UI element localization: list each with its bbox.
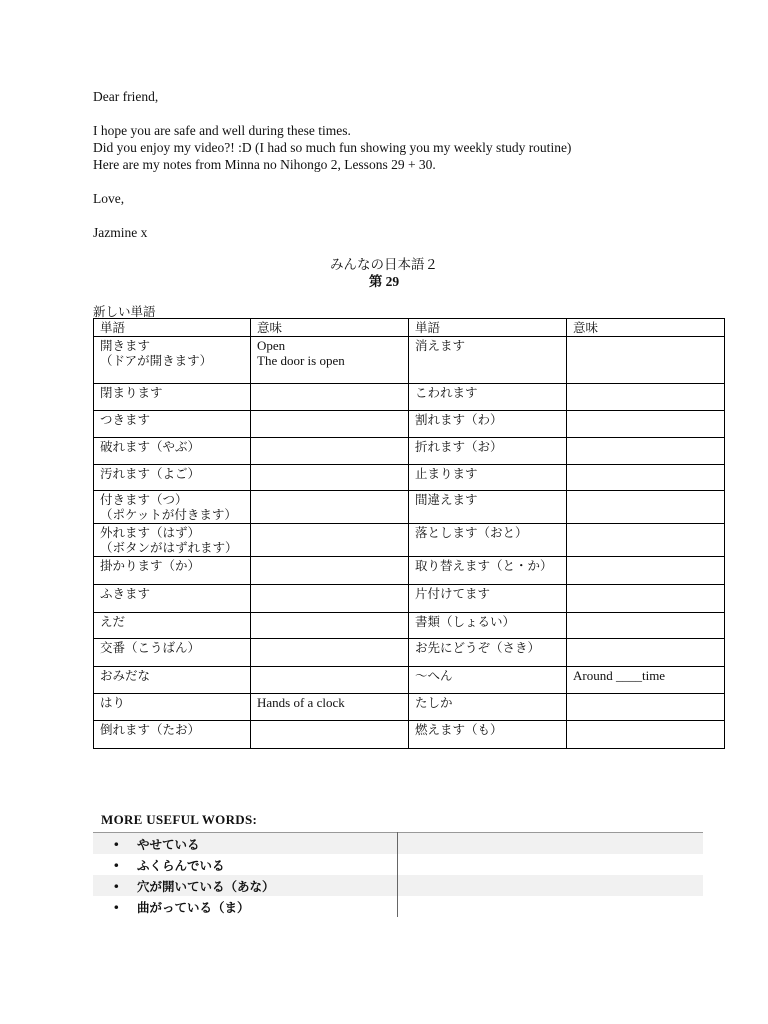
header-word: 単語 <box>94 319 251 337</box>
more-word-cell <box>93 875 397 896</box>
header-meaning: 意味 <box>251 319 409 337</box>
word-cell-line: はり <box>100 695 126 710</box>
word-cell <box>409 694 567 721</box>
more-word-text: 穴が開いている（あな） <box>137 878 275 894</box>
word-cell <box>94 411 251 438</box>
vocab-row <box>94 721 725 749</box>
word-cell <box>409 524 567 557</box>
vocab-row <box>94 667 725 694</box>
word-cell-line: 落とします（おと） <box>415 525 528 540</box>
vocab-row <box>94 337 725 384</box>
meaning-cell <box>567 438 725 465</box>
word-cell <box>409 465 567 491</box>
signature: Jazmine x <box>93 225 148 240</box>
vocab-row <box>94 384 725 411</box>
word-cell <box>409 438 567 465</box>
word-cell-line: 開きます <box>100 338 151 353</box>
meaning-cell <box>251 694 409 721</box>
meaning-cell <box>567 613 725 639</box>
book-title: みんなの日本語２ <box>330 257 438 272</box>
new-words-label: 新しい単語 <box>93 304 156 319</box>
greeting: Dear friend, <box>93 89 159 104</box>
meaning-cell <box>567 639 725 667</box>
word-cell-line: 外れます（はず） <box>100 525 201 540</box>
meaning-cell <box>567 411 725 438</box>
meaning-cell-line: Hands of a clock <box>257 695 345 710</box>
word-cell <box>94 721 251 749</box>
meaning-cell <box>567 585 725 613</box>
word-cell-line: 閉まります <box>100 385 163 400</box>
word-cell-line: 消えます <box>415 338 466 353</box>
word-cell <box>409 557 567 585</box>
bullet-icon: • <box>112 857 120 873</box>
word-cell <box>409 337 567 384</box>
more-word-row <box>93 896 703 917</box>
word-cell-line: 倒れます（たお） <box>100 722 201 737</box>
word-cell-line: えだ <box>100 614 126 629</box>
word-cell-line: ふきます <box>100 586 151 601</box>
more-word-text: ふくらんでいる <box>137 857 225 873</box>
more-word-row <box>93 833 703 855</box>
word-cell-line: たしか <box>415 695 453 710</box>
meaning-cell <box>251 585 409 613</box>
word-cell <box>94 613 251 639</box>
meaning-cell <box>567 465 725 491</box>
vocab-row <box>94 694 725 721</box>
closing: Love, <box>93 191 125 206</box>
vocab-row <box>94 613 725 639</box>
meaning-cell-line: The door is open <box>257 353 345 368</box>
meaning-cell <box>251 667 409 694</box>
word-cell <box>94 585 251 613</box>
letter-line-1: I hope you are safe and well during these times. <box>93 123 351 138</box>
vocab-row <box>94 585 725 613</box>
word-cell-line: こわれます <box>415 385 478 400</box>
meaning-cell <box>251 438 409 465</box>
word-cell <box>94 524 251 557</box>
more-words-title: MORE USEFUL WORDS: <box>101 812 258 827</box>
word-cell <box>409 613 567 639</box>
meaning-cell <box>251 465 409 491</box>
meaning-cell <box>567 557 725 585</box>
meaning-cell <box>567 384 725 411</box>
vocab-row <box>94 438 725 465</box>
more-meaning-cell <box>397 896 703 917</box>
word-cell <box>94 465 251 491</box>
word-cell <box>94 384 251 411</box>
more-word-cell <box>93 854 397 875</box>
word-cell-line: 片付けてます <box>415 586 491 601</box>
vocab-row <box>94 639 725 667</box>
word-cell-line: （ドアが開きます） <box>100 353 213 368</box>
meaning-cell <box>251 384 409 411</box>
more-word-cell <box>93 896 397 917</box>
meaning-cell <box>251 557 409 585</box>
word-cell-line: （ポケットが付きます） <box>100 507 237 522</box>
vocabulary-table <box>93 318 725 749</box>
header-word: 単語 <box>409 319 567 337</box>
vocab-row <box>94 557 725 585</box>
word-cell-line: 割れます（わ） <box>415 412 503 427</box>
vocab-row <box>94 491 725 524</box>
more-word-row <box>93 875 703 896</box>
vocab-row <box>94 411 725 438</box>
letter-body <box>93 88 571 241</box>
word-cell-line: 止まります <box>415 466 478 481</box>
word-cell <box>94 337 251 384</box>
word-cell <box>94 557 251 585</box>
word-cell-line: 燃えます（も） <box>415 722 503 737</box>
more-word-cell <box>93 833 397 855</box>
meaning-cell <box>251 721 409 749</box>
more-word-text: やせている <box>137 836 200 852</box>
vocab-row <box>94 524 725 557</box>
meaning-cell <box>251 411 409 438</box>
meaning-cell <box>567 491 725 524</box>
bullet-icon: • <box>112 899 120 915</box>
word-cell <box>409 411 567 438</box>
vocab-row <box>94 465 725 491</box>
word-cell <box>409 667 567 694</box>
word-cell <box>409 721 567 749</box>
word-cell-line: 折れます（お） <box>415 439 503 454</box>
meaning-cell <box>567 721 725 749</box>
meaning-cell-line: Around ____time <box>573 668 666 683</box>
meaning-cell <box>251 491 409 524</box>
meaning-cell <box>251 613 409 639</box>
word-cell-line: （ボタンがはずれます） <box>100 540 238 555</box>
more-meaning-cell <box>397 833 703 855</box>
word-cell-line: 付きます（つ） <box>100 492 188 507</box>
more-word-row <box>93 854 703 875</box>
header-meaning: 意味 <box>567 319 725 337</box>
meaning-cell <box>567 524 725 557</box>
more-meaning-cell <box>397 854 703 875</box>
word-cell <box>94 639 251 667</box>
word-cell <box>94 667 251 694</box>
word-cell <box>409 491 567 524</box>
word-cell <box>94 694 251 721</box>
word-cell <box>409 639 567 667</box>
meaning-cell <box>567 667 725 694</box>
word-cell-line: 間違えます <box>415 492 478 507</box>
more-word-text: 曲がっている（ま） <box>137 899 250 915</box>
word-cell-line: 破れます（やぶ） <box>100 439 201 454</box>
letter-line-3: Here are my notes from Minna no Nihongo 2, Lessons 29 + 30. <box>93 157 436 172</box>
more-words-table <box>93 832 703 917</box>
meaning-cell <box>251 639 409 667</box>
word-cell-line: お先にどうぞ（さき） <box>415 640 541 655</box>
word-cell-line: つきます <box>100 412 151 427</box>
word-cell-line: 掛かります（か） <box>100 558 201 573</box>
word-cell-line: 汚れます（よご） <box>100 466 201 481</box>
word-cell-line: 〜へん <box>415 668 453 683</box>
word-cell <box>94 438 251 465</box>
word-cell-line: おみだな <box>100 668 151 683</box>
word-cell-line: 書類（しょるい） <box>415 614 516 629</box>
word-cell-line: 取り替えます（と・か） <box>415 558 553 573</box>
word-cell-line: 交番（こうばん） <box>100 640 201 655</box>
meaning-cell <box>251 524 409 557</box>
meaning-cell <box>567 337 725 384</box>
meaning-cell-line: Open <box>257 338 286 353</box>
letter-line-2: Did you enjoy my video?! :D (I had so much fun showing you my weekly study routine) <box>93 140 572 155</box>
word-cell <box>94 491 251 524</box>
more-meaning-cell <box>397 875 703 896</box>
word-cell <box>409 384 567 411</box>
word-cell <box>409 585 567 613</box>
bullet-icon: • <box>112 836 120 852</box>
meaning-cell <box>567 694 725 721</box>
bullet-icon: • <box>112 878 120 894</box>
lesson-number: 第 29 <box>368 274 400 289</box>
header-row <box>94 319 725 337</box>
meaning-cell <box>251 337 409 384</box>
